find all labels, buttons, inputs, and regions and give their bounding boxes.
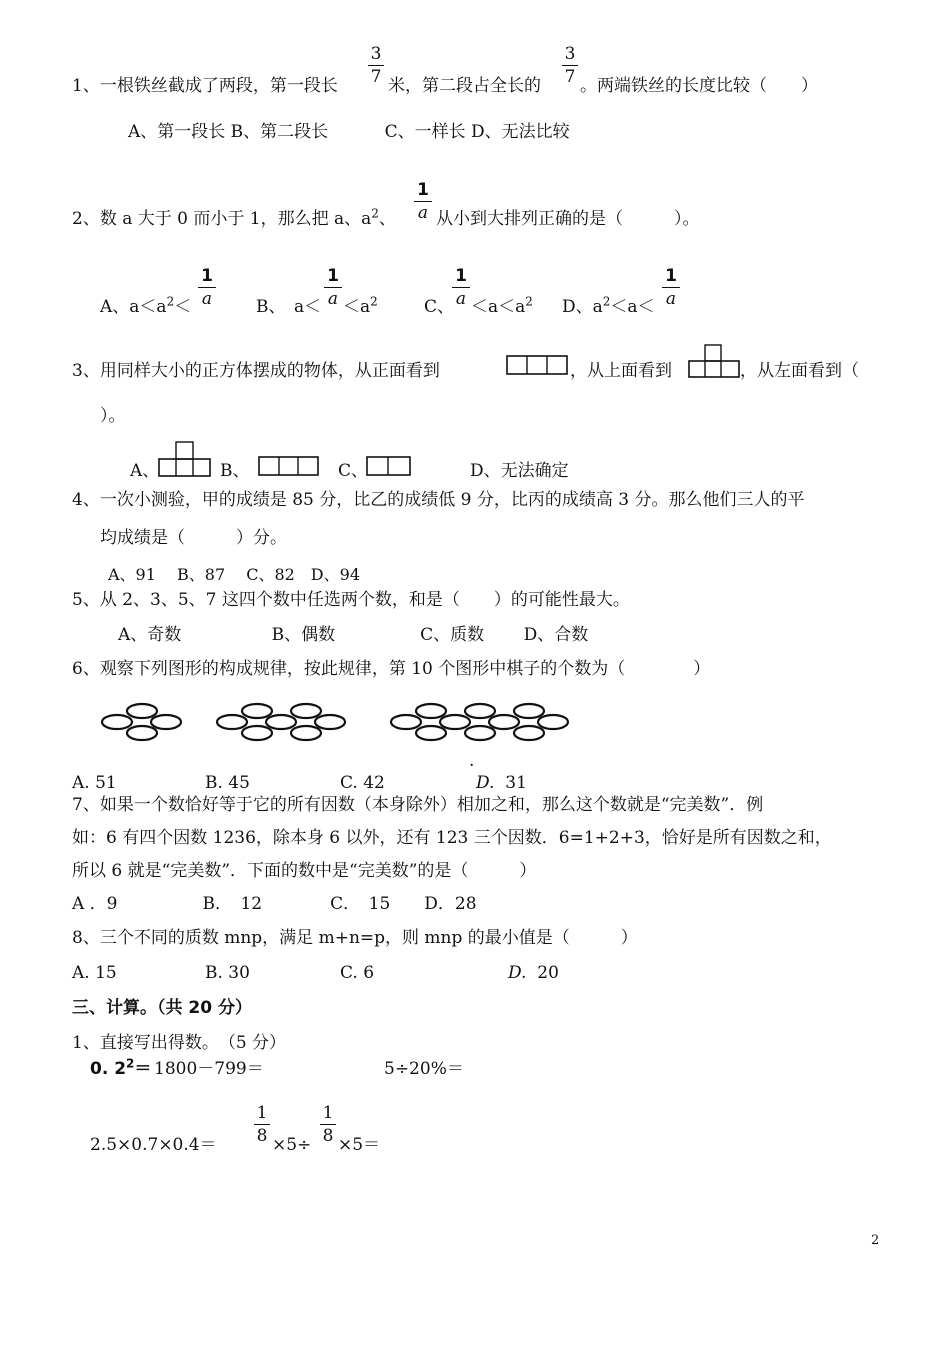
q2-option-a-fraction: 1 a — [198, 266, 216, 309]
q8-option-a: A. 15 — [72, 963, 117, 983]
q1-text-c: 。两端铁丝的长度比较（ ） — [580, 76, 818, 96]
q5-options: A、奇数 B、偶数 C、质数 D、合数 — [118, 625, 589, 645]
q7-line-2: 如：6 有四个因数 1236，除本身 6 以外，还有 123 三个因数．6=1+2+3，恰好是所有因数之和， — [72, 828, 832, 848]
q6-option-a: A. 51 — [72, 773, 117, 793]
q2-option-d-fraction: 1 a — [662, 266, 680, 309]
front-view-three-squares-icon — [506, 354, 568, 376]
q8-option-c: C. 6 — [340, 963, 375, 983]
calc-5-end: ×5＝ — [338, 1135, 381, 1155]
q3-text-b: ，从上面看到 — [570, 361, 672, 381]
calc-1: 0. $2^2=$ — [90, 1056, 152, 1079]
q2-frac-den: a — [417, 203, 429, 223]
q7-line-1: 7、如果一个数恰好等于它的所有因数（本身除外）相加之和，那么这个数就是“完美数”．例 — [72, 795, 764, 815]
q8-option-d: D. 20 — [508, 963, 559, 983]
calc-5-fraction-1: 1 8 — [254, 1103, 270, 1146]
q3-option-a: A、 — [130, 461, 160, 481]
q1-frac1-den: 7 — [370, 67, 382, 87]
q2-option-c-fraction: 1 a — [452, 266, 470, 309]
q1-fraction-2 — [562, 44, 578, 87]
page-number: 2 — [871, 1233, 880, 1248]
q2-text-c: 从小到大排列正确的是（ ）。 — [436, 209, 700, 229]
q1-text-b: 米，第二段占全长的 — [388, 76, 541, 96]
q1-frac2-num: 3 — [564, 44, 576, 64]
section-3-title: 三、计算。（共 20 分） — [72, 998, 252, 1018]
q2-option-c-tail: $<a<a^2$ — [471, 294, 533, 317]
q4-line-2: 均成绩是（ ）分。 — [100, 528, 287, 548]
q1-frac2-den: 7 — [564, 67, 576, 87]
q2-option-d: D、$a^2<a<$ — [562, 294, 655, 317]
section-3-subtitle: 1、直接写出得数。 （5 分） — [72, 1033, 287, 1053]
q4-line-1: 4、一次小测验，甲的成绩是 85 分，比乙的成绩低 9 分，比丙的成绩高 3 分。那么他们三人的平 — [72, 490, 805, 510]
q4-options: A、91 B、87 C、82 D、94 — [108, 565, 360, 584]
q2-option-a: A、$a<a^2<$ — [100, 294, 192, 317]
q2-option-c: C、 — [424, 297, 455, 317]
q8-text: 8、三个不同的质数 mnp，满足 m+n=p，则 mnp 的最小值是（ ） — [72, 928, 638, 948]
q6-option-d: D. 31 — [476, 773, 527, 793]
q2-text-a: 2、数 a 大于 0 而小于 1，那么把 a、$a^2$、 — [72, 206, 396, 229]
option-a-squares-icon — [158, 441, 212, 477]
q2-superscript: 2 — [371, 206, 379, 221]
q2-option-b-fraction: 1 a — [324, 266, 342, 309]
calc-2: 1800－799＝ — [154, 1059, 264, 1079]
calc-5-mid: ×5÷ — [272, 1135, 312, 1155]
q7-options: A ．9 B． 12 C． 15 D．28 — [72, 894, 477, 914]
q2-option-b: B、 a＜ — [256, 297, 322, 317]
q2-frac-num: 1 — [417, 180, 429, 200]
q3-option-d: D、无法确定 — [470, 461, 569, 481]
q3-text-d: ）。 — [100, 406, 126, 426]
q6-option-c: C. 42 — [340, 773, 385, 793]
q6-text: 6、观察下列图形的构成规律，按此规律，第 10 个图形中棋子的个数为（ ） — [72, 659, 711, 679]
chess-pieces-pattern-figure — [96, 694, 576, 744]
calc-5-fraction-2: 1 8 — [320, 1103, 336, 1146]
q2-fraction — [414, 180, 432, 223]
q3-text-a: 3、用同样大小的正方体摆成的物体，从正面看到 — [72, 361, 440, 381]
q5-text: 5、从 2、3、5、7 这四个数中任选两个数，和是（ ）的可能性最大。 — [72, 590, 630, 610]
q1-text-a: 1、一根铁丝截成了两段，第一段长 — [72, 76, 338, 96]
q3-text-c: ，从左面看到（ — [740, 361, 859, 381]
calc-4: 2.5×0.7×0.4＝ — [90, 1135, 217, 1155]
q6-dot: . — [469, 751, 475, 771]
q7-line-3: 所以 6 就是“完美数”．下面的数中是“完美数”的是（ ） — [72, 861, 537, 881]
option-c-two-squares-icon — [366, 455, 412, 477]
q1-options: A、第一段长 B、第二段长 C、一样长 D、无法比较 — [128, 122, 570, 142]
q2-option-b-tail: $<a^2$ — [343, 294, 378, 317]
q1-fraction-1 — [368, 44, 384, 87]
calc-3: 5÷20%＝ — [384, 1059, 464, 1079]
q1-frac1-num: 3 — [370, 44, 382, 64]
q8-option-b: B. 30 — [205, 963, 250, 983]
q3-option-c: C、 — [338, 461, 369, 481]
q3-option-b: B、 — [220, 461, 250, 481]
q6-option-b: B. 45 — [205, 773, 250, 793]
top-view-squares-icon — [688, 344, 740, 378]
option-b-three-squares-icon — [258, 455, 320, 477]
